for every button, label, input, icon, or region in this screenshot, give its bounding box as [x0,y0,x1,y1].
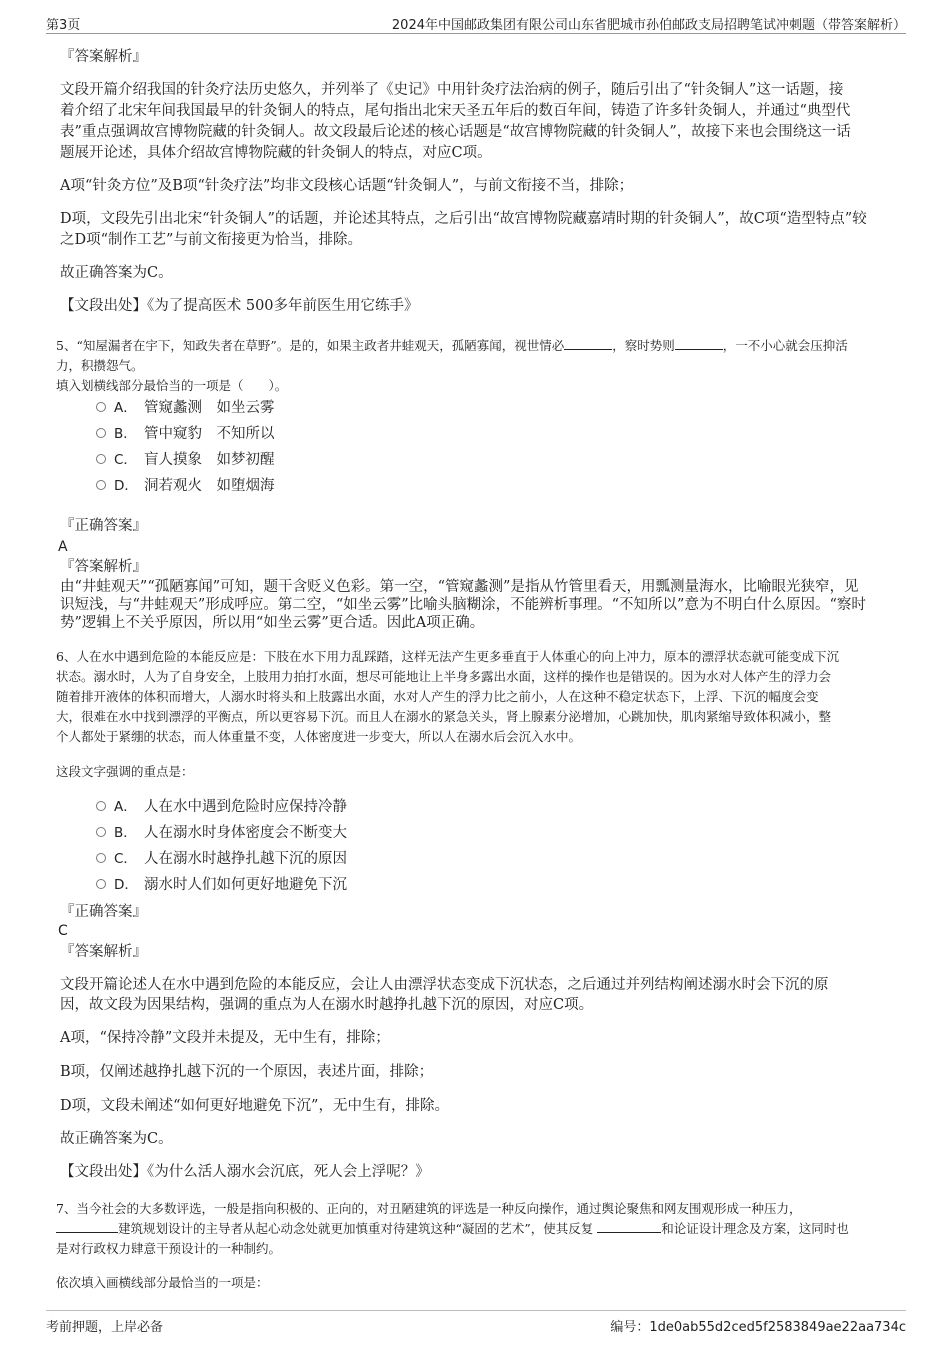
q6-option-c[interactable]: C． 人在溺水时越挣扎越下沉的原因 [96,848,347,870]
document-code: 编号：1de0ab55d2ced5f2583849ae22aa734c [610,1320,906,1335]
q6-stem-line1: 6、人在水中遇到危险的本能反应是：下肢在水下用力乱踩踏，这样无法产生更多垂直于人体重心的向上冲力，原本的漂浮状态就可能变成下沉 [56,649,839,664]
q4-para1-line3: 表”重点强调故宫博物院藏的针灸铜人。故文段最后论述的核心话题是“故宫博物院藏的针灸铜人”，故接下来也会围绕这一话 [60,124,851,140]
q4-para2: A项“针灸方位”及B项“针灸疗法”均非文段核心话题“针灸铜人”，与前文衔接不当，排除； [60,178,634,194]
q6-para3: B项，仅阐述越挣扎越下沉的一个原因，表述片面，排除； [60,1064,434,1080]
q5-blank-1 [564,336,612,350]
q5-option-b[interactable]: B． 管中窥豹 不知所以 [96,423,275,445]
q5-analysis-line3: 势”逻辑上不关乎原因，所以用“如坐云雾”更合适。因此A项正确。 [60,615,485,631]
q6-conclusion: 故正确答案为C。 [60,1131,173,1147]
q5-option-a[interactable]: A． 管窥蠡测 如坐云雾 [96,397,275,419]
page-number: 第3页 [46,18,81,33]
q7-instruction: 依次填入画横线部分最恰当的一项是： [56,1275,269,1290]
q6-para1-line2: 因，故文段为因果结构，强调的重点为人在溺水时越挣扎越下沉的原因，对应C项。 [60,997,594,1013]
q5-analysis-line1: 由“井蛙观天”“孤陋寡闻”可知，题干含贬义色彩。第一空，“管窥蠡测”是指从竹管里看天，用瓢测量海水，比喻眼光狭窄，见 [60,579,859,595]
q6-stem-line3: 随着排开液体的体积而增大，人溺水时将头和上肢露出水面，水对人产生的浮力比之前小，人在这种不稳定状态下，上浮、下沉的幅度会变 [56,689,819,704]
radio-icon[interactable] [96,402,106,412]
document-title: 2024年中国邮政集团有限公司山东省肥城市孙伯邮政支局招聘笔试冲刺题（带答案解析） [391,18,906,33]
radio-icon[interactable] [96,853,106,863]
radio-icon[interactable] [96,480,106,490]
q6-para2: A项，“保持冷静”文段并未提及，无中生有，排除； [60,1030,390,1046]
q4-para3-line2: 之D项“制作工艺”与前文衔接更为恰当，排除。 [60,232,362,248]
q4-para1-line2: 着介绍了北宋年间我国最早的针灸铜人的特点，尾句指出北宋天圣五年后的数百年间，铸造了许多针灸铜人，并通过“典型代 [60,103,851,119]
radio-icon[interactable] [96,827,106,837]
q5-correct-label: 『正确答案』 [60,518,147,534]
q7-stem-line3: 是对行政权力肆意干预设计的一种制约。 [56,1241,282,1256]
q4-para1-line1: 文段开篇介绍我国的针灸疗法历史悠久，并列举了《史记》中用针灸疗法治病的例子，随后引出了“针灸铜人”这一话题，接 [60,82,844,98]
q5-analysis-line2: 识短浅，与“井蛙观天”形成呼应。第二空，“如坐云雾”比喻头脑糊涂，不能辨析事理。“不知所以”意为不明白什么原因。“察时 [60,597,866,613]
q6-correct-label: 『正确答案』 [60,904,147,920]
page-header [46,12,906,34]
radio-icon[interactable] [96,454,106,464]
q7-stem-line1: 7、当今社会的大多数评选，一般是指向积极的、正向的，对丑陋建筑的评选是一种反向操作，通过舆论聚焦和网友围观形成一种压力， [56,1201,802,1216]
q7-stem-line2: 建筑规划设计的主导者从起心动念处就更加慎重对待建筑这种“凝固的艺术”，使其反复 和论证设计理念及方案，这同时也 [56,1219,849,1239]
q6-correct-answer: C [58,923,68,939]
q4-source: 【文段出处】《为了提高医术 500多年前医生用它练手》 [60,298,419,314]
q6-source: 【文段出处】《为什么活人溺水会沉底，死人会上浮呢？》 [60,1164,430,1180]
q5-stem-line1: 5、“知屋漏者在宇下，知政失者在草野”。是的，如果主政者井蛙观天，孤陋寡闻，视世情必 ，察时势则 ，一不小心就会压抑活 [56,338,848,353]
q6-option-a[interactable]: A． 人在水中遇到危险时应保持冷静 [96,796,347,818]
q6-stem-line4: 大，很难在水中找到漂浮的平衡点，所以更容易下沉。而且人在溺水的紧急关头，肾上腺素分泌增加，心跳加快，肌肉紧缩导致体积减小，整 [56,709,832,724]
q6-option-d[interactable]: D． 溺水时人们如何更好地避免下沉 [96,874,347,896]
q6-option-b[interactable]: B． 人在溺水时身体密度会不断变大 [96,822,347,844]
q6-analysis-label: 『答案解析』 [60,944,147,960]
q5-blank-2 [675,336,723,350]
q5-analysis-label: 『答案解析』 [60,559,147,575]
q5-option-c[interactable]: C． 盲人摸象 如梦初醒 [96,449,275,471]
q6-stem-line5: 个人都处于紧绷的状态，而人体重量不变，人体密度进一步变大，所以人在溺水后会沉入水中。 [56,729,582,744]
q6-para4: D项，文段未阐述“如何更好地避免下沉”，无中生有，排除。 [60,1098,449,1114]
q5-instruction: 填入划横线部分最恰当的一项是（ ）。 [56,378,288,393]
q6-stem-line2: 状态。溺水时，人为了自身安全，上肢用力拍打水面，想尽可能地让上半身多露出水面，这样的操作也是错误的。因为水对人体产生的浮力会 [56,669,832,684]
page-footer [46,1310,906,1334]
q5-option-d[interactable]: D． 洞若观火 如堕烟海 [96,475,275,497]
q4-para3-line1: D项，文段先引出北宋“针灸铜人”的话题，并论述其特点，之后引出“故宫博物院藏嘉靖时期的针灸铜人”，故C项“造型特点”较 [60,211,867,227]
q7-blank-2 [597,1219,661,1233]
radio-icon[interactable] [96,879,106,889]
radio-icon[interactable] [96,428,106,438]
q5-correct-answer: A [58,539,68,555]
q6-para1-line1: 文段开篇论述人在水中遇到危险的本能反应，会让人由漂浮状态变成下沉状态，之后通过并列结构阐述溺水时会下沉的原 [60,977,829,993]
q4-conclusion: 故正确答案为C。 [60,265,173,281]
q6-instruction: 这段文字强调的重点是： [56,764,194,779]
radio-icon[interactable] [96,801,106,811]
q7-blank-1 [56,1219,118,1233]
q4-analysis-label: 『答案解析』 [60,49,147,65]
footer-slogan: 考前押题，上岸必备 [46,1320,164,1335]
q5-stem-line2: 力，积攒怨气。 [56,358,144,373]
q4-para1-line4: 题展开论述，具体介绍故宫博物院藏的针灸铜人的特点，对应C项。 [60,145,492,161]
